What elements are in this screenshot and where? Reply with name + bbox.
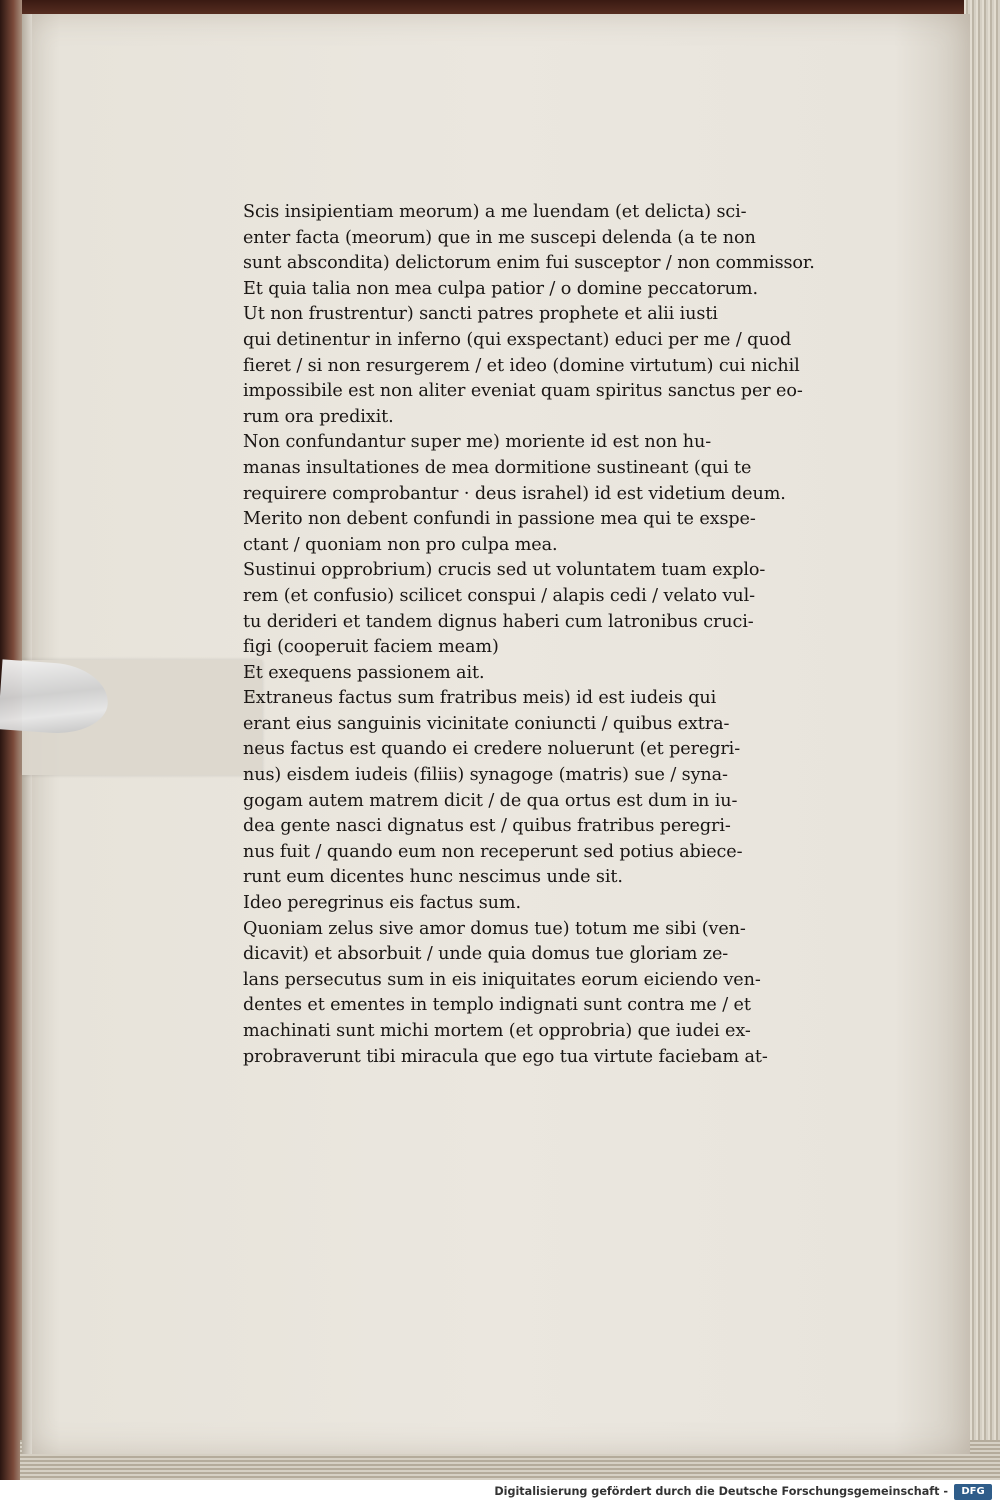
text-line: Merito non debent confundi in passione mea qui te exspe- bbox=[243, 509, 756, 530]
book-binding-left bbox=[0, 0, 22, 1480]
text-line: neus factus est quando ei credere noluerunt (et peregri- bbox=[243, 739, 741, 760]
text-line: sunt abscondita) delictorum enim fui susceptor / non commissor. bbox=[243, 253, 815, 274]
text-line: Sustinui opprobrium) crucis sed ut voluntatem tuam explo- bbox=[243, 560, 766, 581]
text-line: gogam autem matrem dicit / de qua ortus est dum in iu- bbox=[243, 790, 738, 811]
text-line: impossibile est non aliter eveniat quam spiritus sanctus per eo- bbox=[243, 381, 803, 402]
text-line: Ut non frustrentur) sancti patres prophete et alii iusti bbox=[243, 304, 718, 325]
text-line: manas insultationes de mea dormitione sustineant (qui te bbox=[243, 457, 752, 478]
text-line: Extraneus factus sum fratribus meis) id est iudeis qui bbox=[243, 688, 717, 709]
text-line: rum ora predixit. bbox=[243, 406, 394, 427]
text-line: figi (cooperuit faciem meam) bbox=[243, 637, 499, 658]
text-line: fieret / si non resurgerem / et ideo (domine virtutum) cui nichil bbox=[243, 355, 800, 376]
text-line: probraverunt tibi miracula que ego tua virtute faciebam at- bbox=[243, 1046, 768, 1067]
text-line: qui detinentur in inferno (qui exspectant) educi per me / quod bbox=[243, 329, 792, 350]
text-column bbox=[243, 200, 815, 1070]
text-line: tu derideri et tandem dignus haberi cum latronibus cruci- bbox=[243, 611, 754, 632]
text-line: Non confundantur super me) moriente id est non hu- bbox=[243, 432, 712, 453]
text-line: Scis insipientiam meorum) a me luendam (et delicta) sci- bbox=[243, 202, 747, 222]
text-line: dea gente nasci dignatus est / quibus fratribus peregri- bbox=[243, 816, 731, 837]
footer-bar bbox=[0, 1480, 1000, 1504]
text-line: dicavit) et absorbuit / unde quia domus tue gloriam ze- bbox=[243, 944, 729, 965]
funding-credit: Digitalisierung gefördert durch die Deutsche Forschungsgemeinschaft - bbox=[494, 1485, 948, 1498]
text-line: enter facta (meorum) que in me suscepi delenda (a te non bbox=[243, 227, 756, 248]
text-line: Et quia talia non mea culpa patior / o domine peccatorum. bbox=[243, 278, 758, 299]
text-line: lans persecutus sum in eis iniquitates eorum eiciendo ven- bbox=[243, 969, 761, 990]
text-line: Ideo peregrinus eis factus sum. bbox=[243, 893, 521, 914]
text-line: nus) eisdem iudeis (filiis) synagoge (matris) sue / syna- bbox=[243, 765, 728, 786]
text-line: nus fuit / quando eum non receperunt sed potius abiece- bbox=[243, 841, 743, 862]
text-line: machinati sunt michi mortem (et opprobria) que iudei ex- bbox=[243, 1021, 751, 1041]
text-line: Et exequens passionem ait. bbox=[243, 662, 485, 683]
text-line: Quoniam zelus sive amor domus tue) totum me sibi (ven- bbox=[243, 918, 746, 939]
text-line: requirere comprobantur · deus israhel) id est videtium deum. bbox=[243, 483, 786, 504]
text-line: ctant / quoniam non pro culpa mea. bbox=[243, 534, 558, 555]
text-line: rem (et confusio) scilicet conspui / alapis cedi / velato vul- bbox=[243, 585, 755, 606]
text-line: runt eum dicentes hunc nescimus unde sit. bbox=[243, 867, 623, 888]
dfg-logo[interactable]: DFG bbox=[954, 1484, 992, 1500]
text-line: dentes et ementes in templo indignati sunt contra me / et bbox=[243, 995, 751, 1016]
text-line: erant eius sanguinis vicinitate coniuncti / quibus extra- bbox=[243, 713, 730, 734]
